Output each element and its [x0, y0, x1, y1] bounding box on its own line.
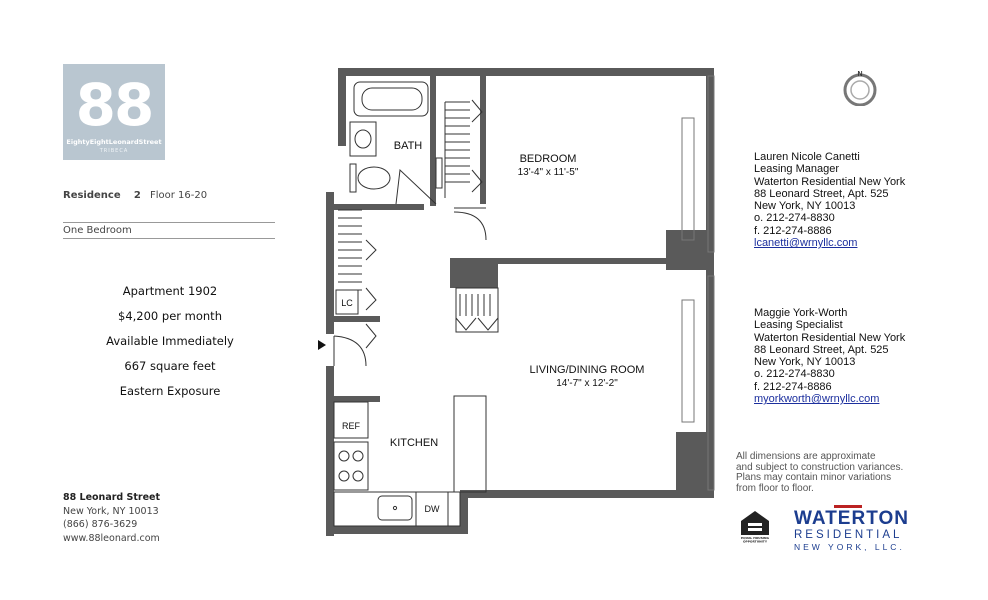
contact-email-link[interactable]: myorkworth@wrnyllc.com	[754, 393, 880, 406]
door-swing	[334, 336, 366, 366]
disclaimer-line: and subject to construction variances.	[736, 461, 904, 473]
label-ref: REF	[342, 421, 360, 431]
wall-bath-bedroom	[430, 76, 436, 206]
wall-closet	[480, 76, 486, 204]
contact-title: Leasing Manager	[754, 163, 840, 176]
address-street: 88 Leonard Street	[63, 492, 161, 503]
brand-line1: WATERTON	[794, 508, 909, 529]
divider	[63, 238, 275, 239]
label-kitchen: KITCHEN	[389, 437, 439, 449]
address-city: New York, NY 10013	[63, 505, 159, 517]
waterton-logo	[794, 505, 914, 553]
contact-card	[754, 151, 905, 249]
contact-office-phone: o. 212-274-8830	[754, 212, 835, 225]
disclaimer-line: Plans may contain minor variations	[736, 472, 892, 483]
contact-fax: f. 212-274-8886	[754, 224, 832, 237]
apartment-unit: Apartment 1902	[122, 284, 218, 298]
bathtub	[354, 82, 428, 116]
apartment-exposure: Eastern Exposure	[119, 384, 221, 398]
contact-address: 88 Leonard Street, Apt. 525	[754, 343, 889, 356]
eho-line2: OPPORTUNITY	[742, 539, 768, 543]
compass-icon	[841, 68, 879, 106]
wall-west-lower	[326, 366, 334, 536]
wall-south-kitchen	[326, 526, 468, 534]
contact-fax: f. 212-274-8886	[754, 380, 832, 393]
disclaimer-line: from floor to floor.	[736, 482, 814, 494]
entry-arrow-icon	[318, 340, 326, 350]
wall-east	[706, 68, 714, 498]
contact-company: Waterton Residential New York	[754, 175, 906, 188]
contact-city: New York, NY 10013	[754, 356, 856, 369]
residence-floors: Floor 16-20	[149, 190, 208, 201]
sink	[350, 122, 376, 156]
compass-label: N	[857, 71, 863, 78]
wall-kitchen-north	[334, 396, 380, 402]
contact-title: Leasing Specialist	[754, 319, 843, 332]
eho-line1: EQUAL HOUSING	[741, 536, 769, 540]
label-bedroom: BEDROOM	[519, 153, 577, 165]
door-swing	[454, 212, 486, 240]
brand-line3: NEW YORK, LLC.	[794, 542, 905, 552]
kitchen-sink	[378, 496, 412, 520]
logo-neighborhood: TRIBECA	[99, 148, 129, 154]
counter	[334, 492, 460, 526]
label-living-dim: 14'-7" x 12'-2"	[556, 378, 618, 389]
label-bath: BATH	[393, 140, 423, 152]
contact-email-link[interactable]: lcanetti@wrnyllc.com	[754, 237, 858, 250]
logo-name: EightyEightLeonardStreet	[66, 138, 162, 146]
residence-number: 2	[133, 190, 141, 201]
label-dw: DW	[424, 504, 440, 514]
wall-west-mid	[326, 192, 334, 334]
residence-label: Residence	[63, 190, 121, 201]
label-bedroom-dim: 13'-4" x 11'-5"	[517, 167, 579, 178]
residence-type: One Bedroom	[63, 225, 132, 236]
contact-office-phone: o. 212-274-8830	[754, 368, 835, 381]
disclaimer-line: All dimensions are approximate	[736, 451, 876, 462]
address-phone: (866) 876-3629	[63, 519, 138, 530]
kitchen-island	[454, 396, 486, 492]
refrigerator	[334, 402, 368, 438]
apartment-rent: $4,200 per month	[118, 309, 222, 323]
brand-line2: RESIDENTIAL	[794, 529, 903, 541]
wall-west-upper	[338, 68, 346, 146]
floor-plan	[310, 60, 730, 540]
label-living: LIVING/DINING ROOM	[529, 364, 645, 376]
contact-name: Lauren Nicole Canetti	[754, 151, 860, 163]
column	[450, 258, 498, 288]
column	[666, 230, 706, 270]
address-web[interactable]: www.88leonard.com	[63, 532, 160, 544]
contact-address: 88 Leonard Street, Apt. 525	[754, 187, 889, 200]
closet-living	[456, 288, 498, 332]
wall-north	[338, 68, 712, 76]
range	[334, 442, 368, 490]
apartment-availability: Available Immediately	[106, 334, 234, 348]
closet-shelves	[445, 110, 470, 182]
residence-line	[63, 190, 207, 201]
apartment-size: 667 square feet	[124, 359, 216, 373]
closet-west	[338, 210, 362, 290]
toilet	[350, 164, 356, 192]
radiator	[682, 300, 694, 422]
equal-housing-icon	[738, 509, 772, 543]
building-address	[63, 491, 160, 545]
contact-company: Waterton Residential New York	[754, 331, 906, 344]
building-logo	[63, 64, 165, 160]
wall-south-living	[460, 490, 714, 498]
contact-card	[754, 307, 905, 405]
wall-bath-south	[334, 204, 424, 210]
divider	[63, 222, 275, 223]
disclaimer	[736, 452, 903, 494]
contact-city: New York, NY 10013	[754, 200, 856, 213]
wall-lc	[334, 316, 380, 322]
label-lc: LC	[341, 298, 353, 308]
radiator	[682, 118, 694, 240]
column	[676, 432, 706, 494]
contact-name: Maggie York-Worth	[754, 307, 848, 319]
logo-number: 88	[75, 71, 153, 139]
